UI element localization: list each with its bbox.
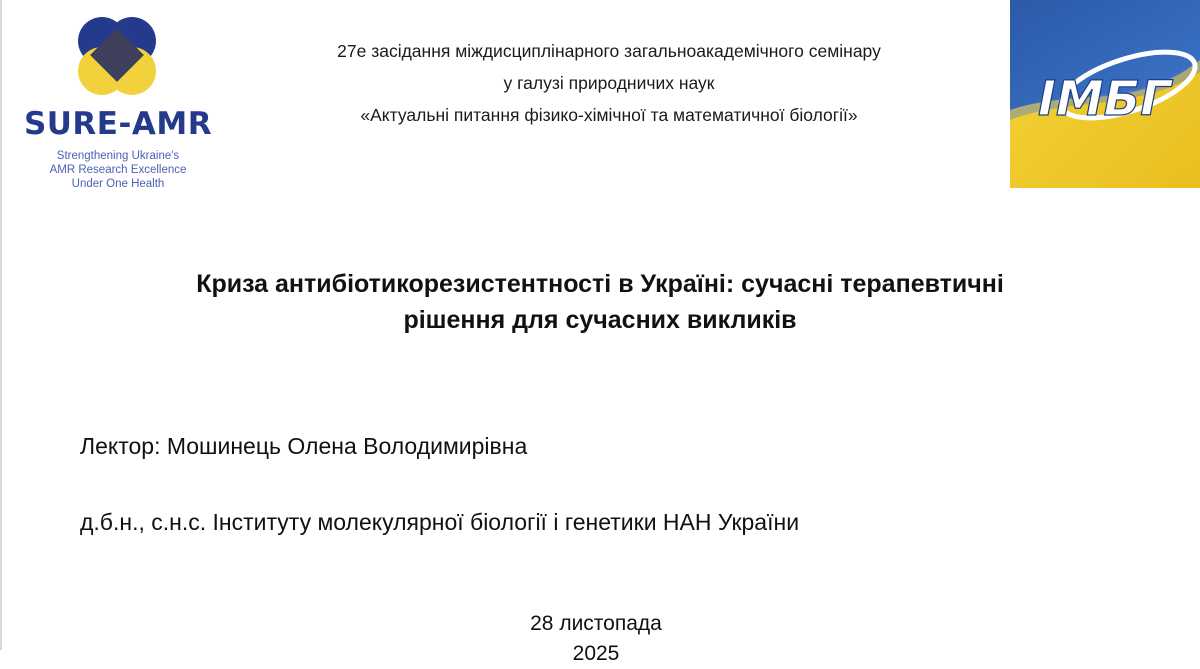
sure-amr-tagline: [8, 149, 228, 191]
seminar-header: [235, 35, 983, 131]
lecture-date: [400, 609, 792, 669]
tagline-line-2: AMR Research Excellence: [49, 164, 187, 176]
heart-logo-icon: [78, 16, 156, 96]
date-line-1: 28 листопада: [530, 612, 662, 635]
imbg-logo: [1010, 0, 1200, 188]
sure-amr-logo: [0, 8, 235, 203]
header-line-2: у галузі природничих наук: [503, 73, 715, 93]
lecturer-affiliation: д.б.н., с.н.с. Інституту молекулярної біології і генетики НАН України: [80, 509, 800, 535]
date-line-2: 2025: [572, 642, 620, 665]
tagline-line-1: Strengthening Ukraine's: [56, 150, 180, 162]
lecture-title: [40, 266, 1160, 338]
imbg-logo-text: IMБГ: [1038, 71, 1171, 127]
imbg-flag-icon: [1010, 0, 1200, 188]
header-line-3: «Актуальні питання фізико-хімічної та математичної біології»: [360, 105, 858, 125]
title-line-2: рішення для сучасних викликів: [403, 306, 797, 334]
tagline-line-3: Under One Health: [71, 178, 165, 190]
header-line-1: 27е засідання міждисциплінарного загальноакадемічного семінару: [337, 41, 881, 61]
sure-amr-wordmark: SURE-AMR: [23, 106, 213, 142]
title-line-1: Криза антибіотикорезистентності в Україні: сучасні терапевтичні: [196, 270, 1004, 298]
lecturer-name: Лектор: Мошинець Олена Володимирівна: [80, 433, 528, 459]
